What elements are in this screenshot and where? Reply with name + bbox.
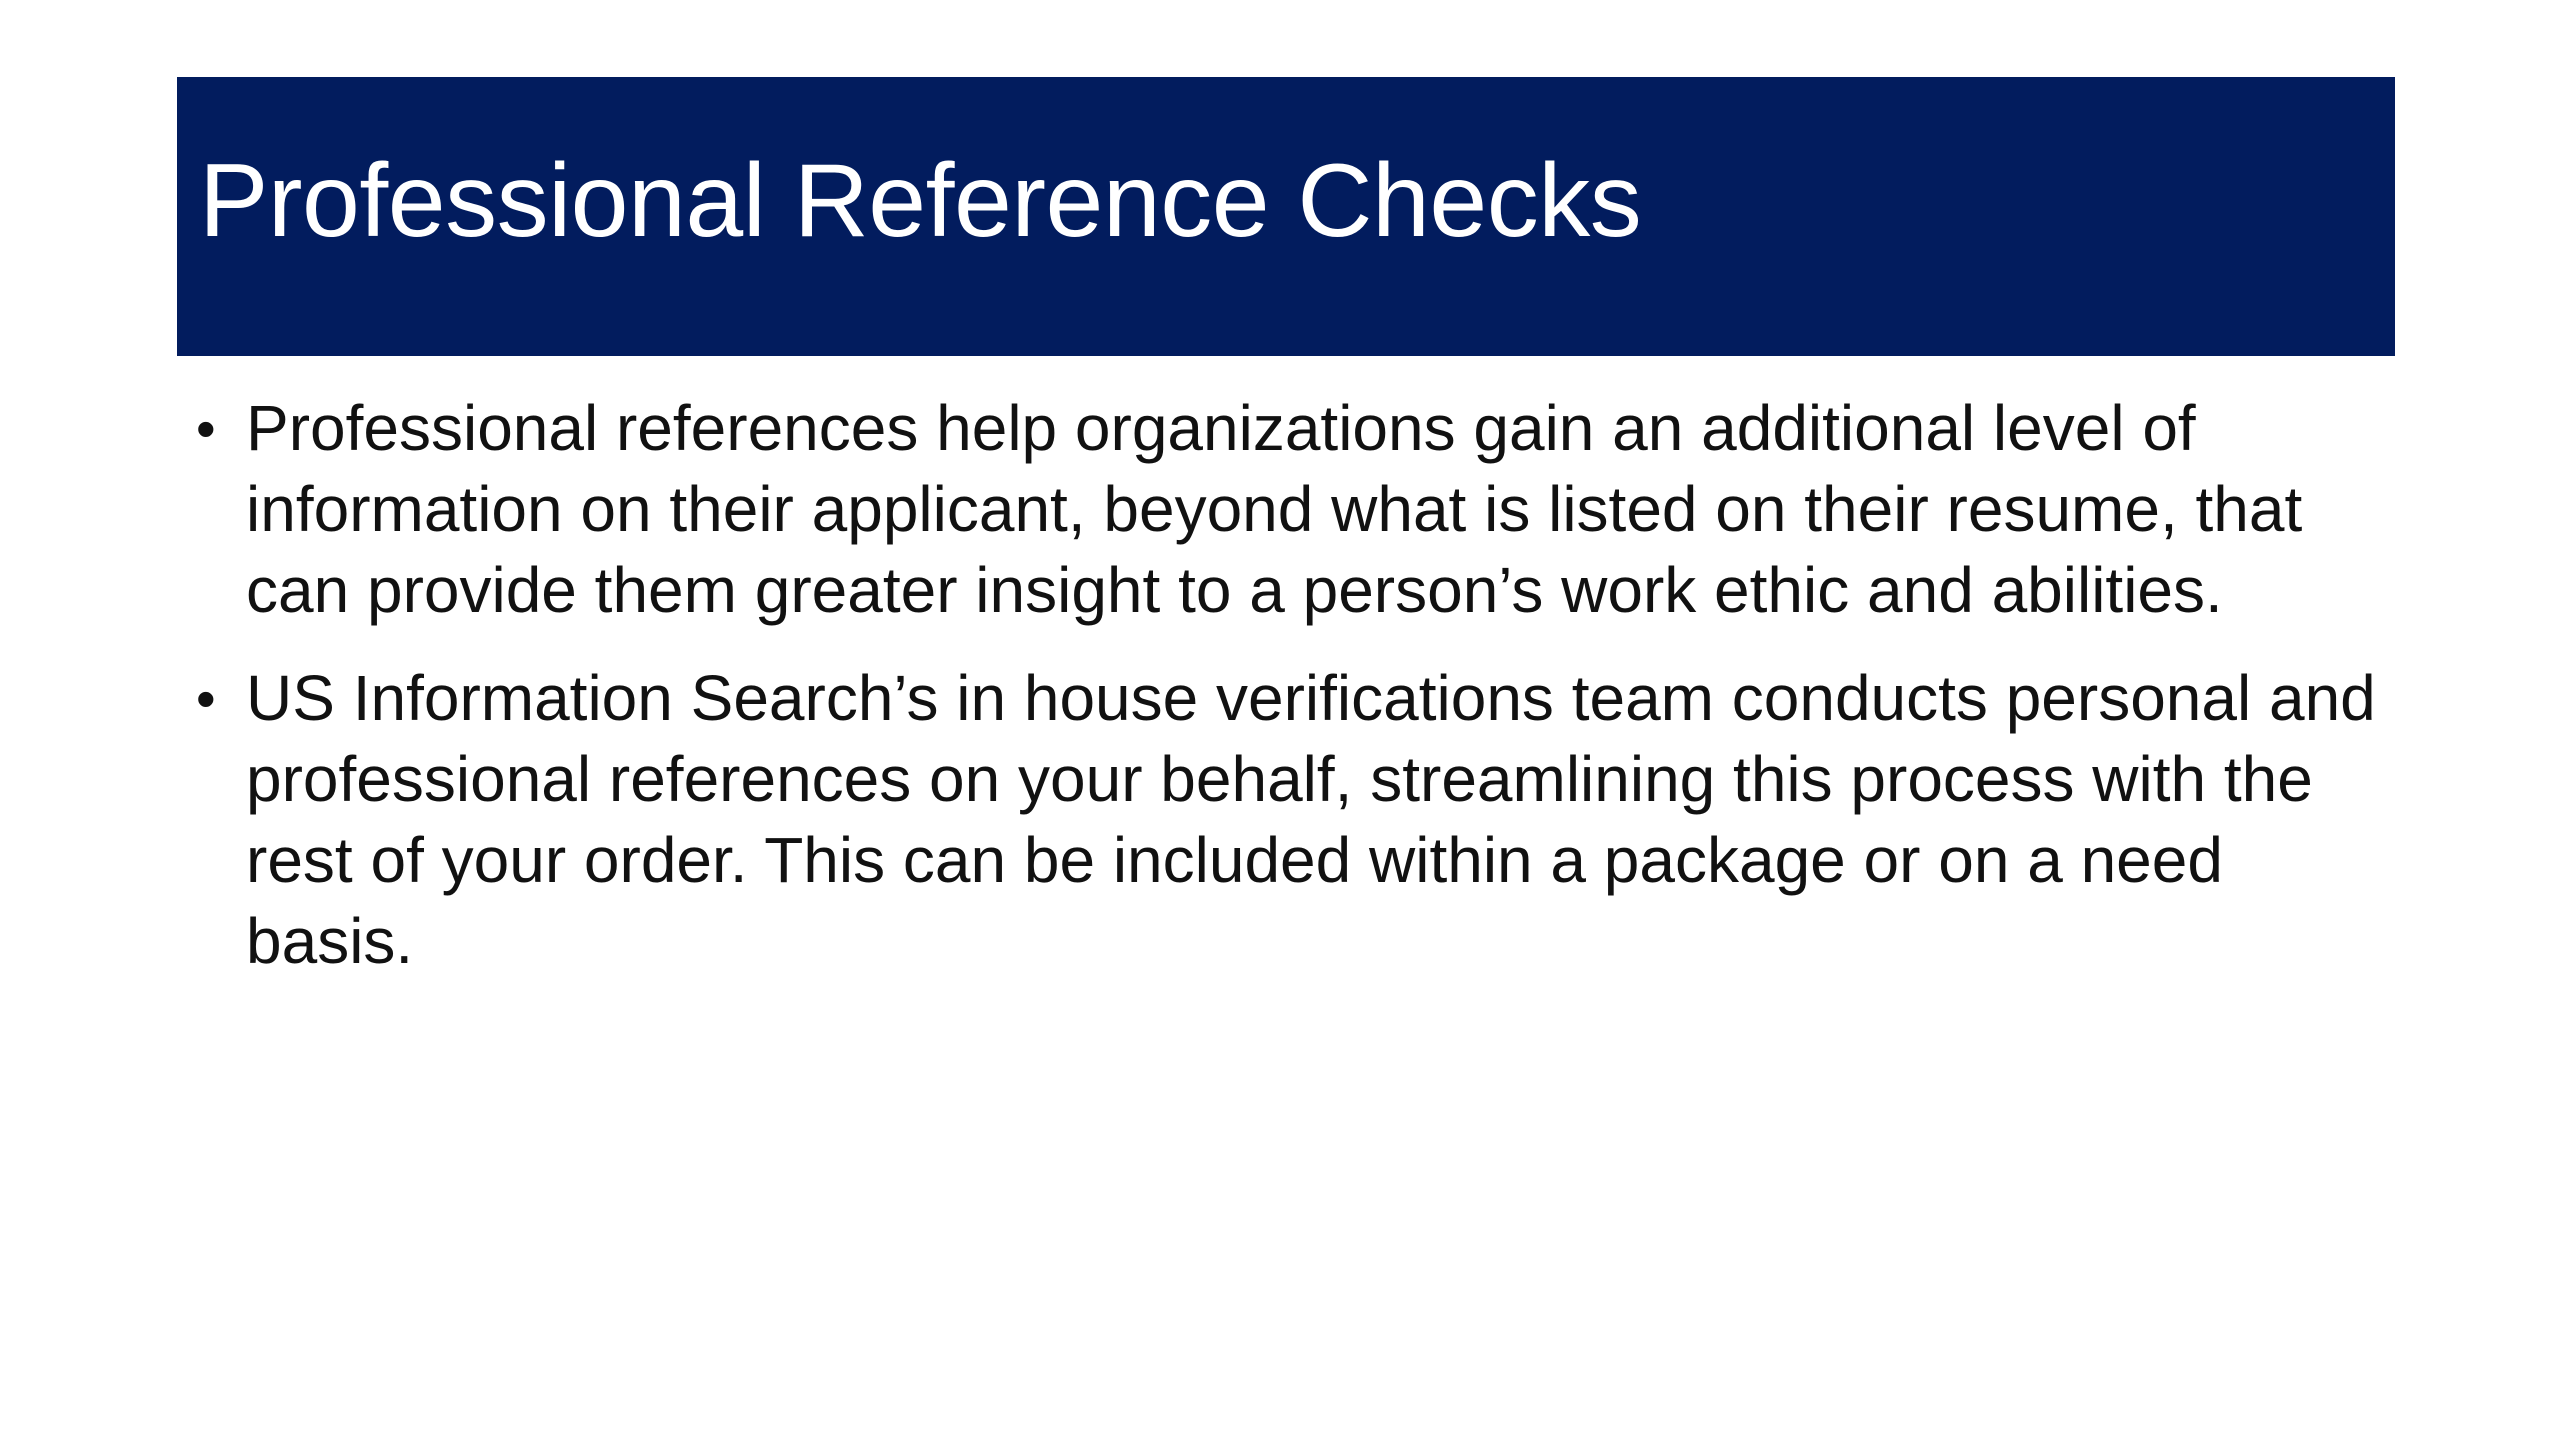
bullet-text: US Information Search’s in house verifications team conducts personal and professional references on your behalf, streamlining this process with the rest of your order. This can be included within a package or on a need basis.	[246, 662, 2376, 977]
bullet-icon: •	[196, 397, 216, 460]
slide-title: Professional Reference Checks	[199, 143, 1642, 259]
bullet-item-verifications	[196, 658, 2396, 982]
bullet-text: Professional references help organizations gain an additional level of information on their applicant, beyond what is listed on their resume, that can provide them greater insight to a person’s work ethic and abilities.	[246, 392, 2303, 626]
title-bar	[177, 77, 2395, 356]
bullet-item-references	[196, 388, 2396, 631]
bullet-list	[196, 388, 2396, 1009]
bullet-icon: •	[196, 667, 216, 730]
